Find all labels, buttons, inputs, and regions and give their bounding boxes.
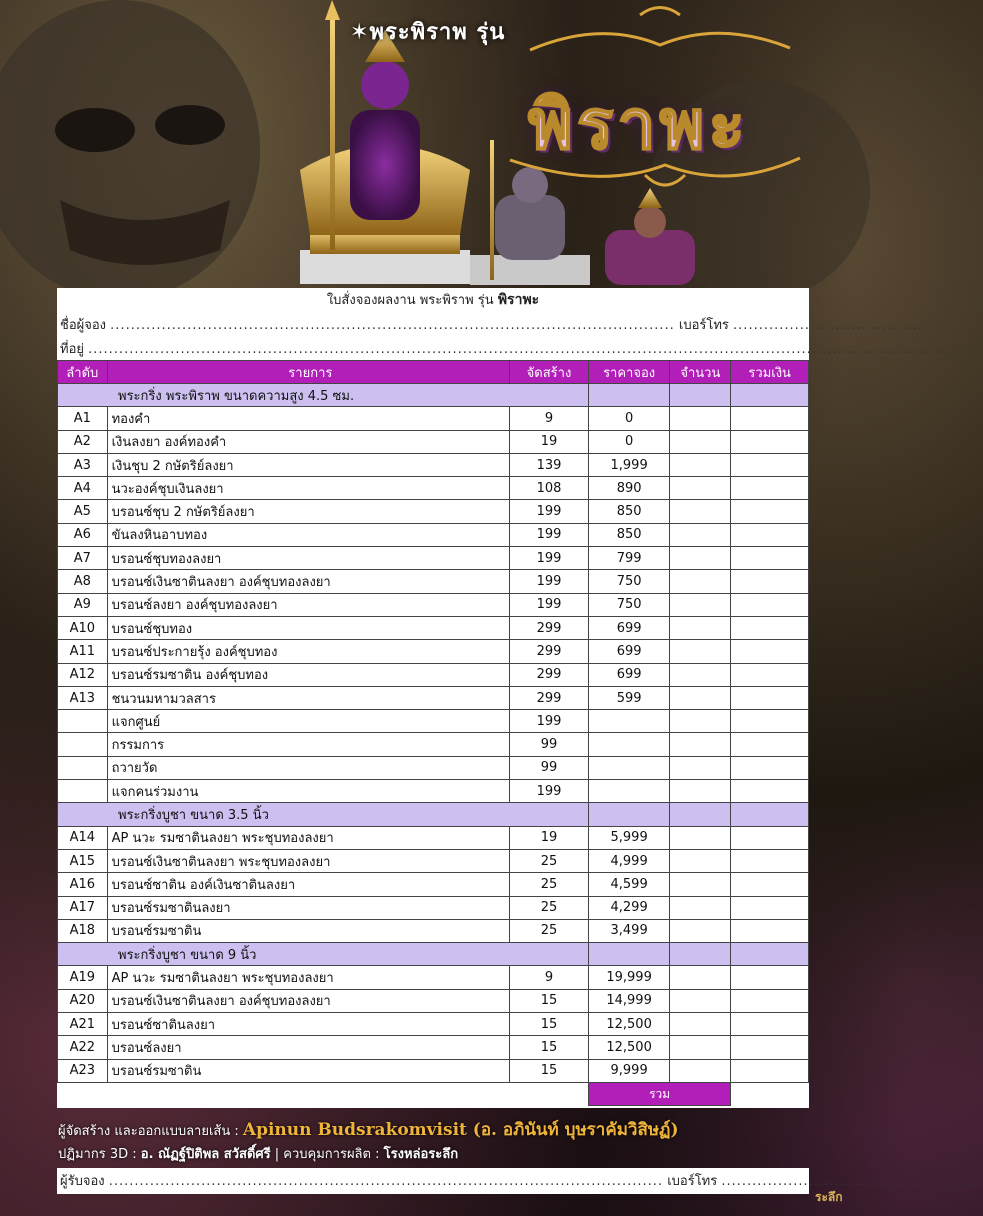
cell-item: กรรมการ <box>107 733 510 756</box>
cell-qty-input[interactable] <box>670 453 731 476</box>
section-row <box>58 384 809 407</box>
cell-qty-input[interactable] <box>670 1036 731 1059</box>
cell-item: บรอนซ์รมซาติน <box>107 919 510 942</box>
cell-qty-input[interactable] <box>670 849 731 872</box>
table-row <box>58 1059 809 1082</box>
cell-item: AP นวะ รมซาตินลงยา พระชุบทองลงยา <box>107 826 510 849</box>
cell-price: 0 <box>588 407 669 430</box>
table-row <box>58 849 809 872</box>
cell-item: บรอนซ์ลงยา <box>107 1036 510 1059</box>
cell-item: บรอนซ์ซาตินลงยา <box>107 1013 510 1036</box>
cell-code <box>58 780 108 803</box>
section-title: พระกริ่ง พระพิราพ ขนาดความสูง 4.5 ซม. <box>58 384 589 407</box>
cell-qty-input[interactable] <box>670 896 731 919</box>
cell-item: AP นวะ รมซาตินลงยา พระชุบทองลงยา <box>107 966 510 989</box>
cell-item: ทองคำ <box>107 407 510 430</box>
cell-total <box>731 966 809 989</box>
cell-item: บรอนซ์เงินซาตินลงยา องค์ชุบทองลงยา <box>107 570 510 593</box>
cell-price: 4,299 <box>588 896 669 919</box>
table-row <box>58 873 809 896</box>
table-header-row <box>58 361 809 384</box>
top-title: ✶พระพิราพ รุ่น <box>350 20 506 45</box>
section-blank-cell <box>731 384 809 407</box>
cell-price: 699 <box>588 663 669 686</box>
cell-total <box>731 593 809 616</box>
cell-code: A8 <box>58 570 108 593</box>
cell-made: 199 <box>510 523 589 546</box>
table-row <box>58 570 809 593</box>
cell-price: 4,599 <box>588 873 669 896</box>
cell-total <box>731 500 809 523</box>
cell-item: บรอนซ์ชุบ 2 กษัตริย์ลงยา <box>107 500 510 523</box>
cell-made: 299 <box>510 640 589 663</box>
cell-code: A5 <box>58 500 108 523</box>
cell-made: 9 <box>510 966 589 989</box>
cell-code: A12 <box>58 663 108 686</box>
cell-qty-input[interactable] <box>670 1013 731 1036</box>
cell-item: บรอนซ์ประกายรุ้ง องค์ชุบทอง <box>107 640 510 663</box>
cell-total <box>731 826 809 849</box>
cell-qty-input[interactable] <box>670 989 731 1012</box>
order-form <box>57 288 977 1108</box>
cell-total <box>731 896 809 919</box>
table-row <box>58 966 809 989</box>
cell-code <box>58 733 108 756</box>
cell-price: 14,999 <box>588 989 669 1012</box>
table-row <box>58 593 809 616</box>
section-blank-cell <box>670 943 731 966</box>
cell-item: ชนวนมหามวลสาร <box>107 686 510 709</box>
cell-qty-input[interactable] <box>670 919 731 942</box>
cell-total <box>731 756 809 779</box>
section-row <box>58 943 809 966</box>
cell-price: 599 <box>588 686 669 709</box>
cell-code: A4 <box>58 477 108 500</box>
cell-total <box>731 1013 809 1036</box>
section-blank-cell <box>588 384 669 407</box>
cell-price: 0 <box>588 430 669 453</box>
signature-logo: ระลึก <box>815 1190 843 1204</box>
cell-made: 199 <box>510 570 589 593</box>
cell-qty-input[interactable] <box>670 873 731 896</box>
cell-made: 299 <box>510 686 589 709</box>
cell-total <box>731 477 809 500</box>
cell-code: A13 <box>58 686 108 709</box>
cell-code <box>58 710 108 733</box>
cell-code: A7 <box>58 547 108 570</box>
cell-made: 25 <box>510 849 589 872</box>
col-header-price: ราคาจอง <box>588 361 669 384</box>
cell-price: 4,999 <box>588 849 669 872</box>
receiver-phone-label: เบอร์โทร <box>667 1174 718 1189</box>
cell-item: บรอนซ์รมซาติน องค์ชุบทอง <box>107 663 510 686</box>
cell-total <box>731 523 809 546</box>
cell-price <box>588 780 669 803</box>
main-title: พิราพะ <box>528 85 749 165</box>
cell-code: A9 <box>58 593 108 616</box>
table-row <box>58 523 809 546</box>
cell-total <box>731 640 809 663</box>
cell-total <box>731 453 809 476</box>
cell-total <box>731 663 809 686</box>
cell-made: 199 <box>510 780 589 803</box>
cell-item: ขันลงหินอาบทอง <box>107 523 510 546</box>
cell-item: แจกศูนย์ <box>107 710 510 733</box>
section-blank-cell <box>731 943 809 966</box>
cell-price: 750 <box>588 593 669 616</box>
cell-price: 12,500 <box>588 1013 669 1036</box>
cell-price: 12,500 <box>588 1036 669 1059</box>
table-row <box>58 453 809 476</box>
table-row <box>58 547 809 570</box>
cell-made: 99 <box>510 733 589 756</box>
table-row <box>58 826 809 849</box>
receiver-phone-field[interactable]: ................................................... <box>721 1174 983 1189</box>
section-blank-cell <box>731 803 809 826</box>
cell-made: 25 <box>510 873 589 896</box>
cell-total <box>731 733 809 756</box>
total-row <box>58 1082 809 1105</box>
cell-code <box>58 756 108 779</box>
cell-qty-input[interactable] <box>670 733 731 756</box>
table-row <box>58 756 809 779</box>
cell-made: 199 <box>510 500 589 523</box>
cell-total <box>731 430 809 453</box>
cell-code: A21 <box>58 1013 108 1036</box>
cell-total <box>731 989 809 1012</box>
cell-qty-input[interactable] <box>670 663 731 686</box>
address-label: ที่อยู่ <box>60 342 84 357</box>
cell-code: A3 <box>58 453 108 476</box>
cell-made: 9 <box>510 407 589 430</box>
order-table <box>57 360 809 1106</box>
cell-code: A11 <box>58 640 108 663</box>
section-row <box>58 803 809 826</box>
cell-price: 3,499 <box>588 919 669 942</box>
cell-qty-input[interactable] <box>670 547 731 570</box>
cell-item: เงินลงยา องค์ทองคำ <box>107 430 510 453</box>
cell-item: บรอนซ์รมซาติน <box>107 1059 510 1082</box>
cell-code: A18 <box>58 919 108 942</box>
cell-made: 199 <box>510 710 589 733</box>
address-line <box>60 338 976 359</box>
cell-made: 19 <box>510 826 589 849</box>
cell-made: 139 <box>510 453 589 476</box>
table-row <box>58 477 809 500</box>
cell-price: 799 <box>588 547 669 570</box>
cell-qty-input[interactable] <box>670 477 731 500</box>
cell-item: บรอนซ์เงินซาตินลงยา องค์ชุบทองลงยา <box>107 989 510 1012</box>
name-field[interactable]: .............................................................................................................. <box>110 318 675 333</box>
cell-qty-input[interactable] <box>670 523 731 546</box>
name-label: ชื่อผู้จอง <box>60 318 107 333</box>
cell-made: 15 <box>510 1036 589 1059</box>
table-row <box>58 640 809 663</box>
cell-price: 850 <box>588 500 669 523</box>
table-row <box>58 407 809 430</box>
cell-code: A6 <box>58 523 108 546</box>
cell-made: 199 <box>510 593 589 616</box>
cell-code: A14 <box>58 826 108 849</box>
cell-made: 108 <box>510 477 589 500</box>
cell-total <box>731 407 809 430</box>
section-title: พระกริ่งบูชา ขนาด 9 นิ้ว <box>58 943 589 966</box>
hero-banner <box>0 0 860 288</box>
cell-qty-input[interactable] <box>670 1059 731 1082</box>
cell-made: 25 <box>510 896 589 919</box>
cell-made: 15 <box>510 1013 589 1036</box>
phone-field[interactable]: ....................................... <box>733 318 934 333</box>
cell-price: 1,999 <box>588 453 669 476</box>
cell-price: 850 <box>588 523 669 546</box>
cell-code: A16 <box>58 873 108 896</box>
form-title: ใบสั่งจองผลงาน พระพิราพ รุ่น พิราพะ <box>326 292 540 308</box>
table-row <box>58 710 809 733</box>
section-blank-cell <box>588 803 669 826</box>
cell-price <box>588 733 669 756</box>
table-row <box>58 663 809 686</box>
cell-qty-input[interactable] <box>670 756 731 779</box>
cell-item: บรอนซ์เงินซาตินลงยา พระชุบทองลงยา <box>107 849 510 872</box>
table-row <box>58 896 809 919</box>
table-row <box>58 1036 809 1059</box>
cell-total <box>731 1036 809 1059</box>
cell-item: นวะองค์ชุบเงินลงยา <box>107 477 510 500</box>
cell-made: 99 <box>510 756 589 779</box>
table-row <box>58 919 809 942</box>
cell-total <box>731 570 809 593</box>
section-blank-cell <box>670 384 731 407</box>
cell-qty-input[interactable] <box>670 570 731 593</box>
cell-qty-input[interactable] <box>670 640 731 663</box>
credit-designer: ผู้จัดสร้าง และออกแบบลายเส้น : Apinun Budsrakomvisit (อ. อภินันท์ บุษราคัมวิสิษฏ์) <box>58 1120 679 1140</box>
table-row <box>58 430 809 453</box>
cell-total <box>731 547 809 570</box>
cell-item: เงินชุบ 2 กษัตริย์ลงยา <box>107 453 510 476</box>
cell-item: บรอนซ์ซาติน องค์เงินซาตินลงยา <box>107 873 510 896</box>
cell-made: 199 <box>510 547 589 570</box>
cell-price: 699 <box>588 616 669 639</box>
cell-qty-input[interactable] <box>670 966 731 989</box>
cell-price <box>588 710 669 733</box>
col-header-made: จัดสร้าง <box>510 361 589 384</box>
cell-item: บรอนซ์รมซาตินลงยา <box>107 896 510 919</box>
cell-price: 699 <box>588 640 669 663</box>
cell-total <box>731 780 809 803</box>
receiver-field[interactable]: ............................................................................................................ <box>108 1174 664 1189</box>
col-header-no: ลำดับ <box>58 361 108 384</box>
cell-made: 15 <box>510 989 589 1012</box>
cell-price <box>588 756 669 779</box>
cell-price: 750 <box>588 570 669 593</box>
table-row <box>58 686 809 709</box>
cell-total <box>731 1059 809 1082</box>
table-row <box>58 989 809 1012</box>
cell-code: A20 <box>58 989 108 1012</box>
table-row <box>58 780 809 803</box>
cell-code: A17 <box>58 896 108 919</box>
cell-code: A15 <box>58 849 108 872</box>
table-row <box>58 616 809 639</box>
name-line <box>60 314 933 335</box>
address-field[interactable]: ............................................................................................................................................................................. <box>88 342 977 357</box>
cell-total <box>731 873 809 896</box>
credit-sculptor: ปฏิมากร 3D : อ. ณัฏฐ์ปิติพล สวัสดิ์ศรี | ควบคุมการผลิต : โรงหล่อระลึก <box>58 1147 459 1162</box>
col-header-qty: จำนวน <box>670 361 731 384</box>
cell-price: 9,999 <box>588 1059 669 1082</box>
total-label: รวม <box>588 1082 730 1105</box>
cell-qty-input[interactable] <box>670 430 731 453</box>
table-row <box>58 500 809 523</box>
cell-item: บรอนซ์ชุบทองลงยา <box>107 547 510 570</box>
cell-qty-input[interactable] <box>670 407 731 430</box>
cell-qty-input[interactable] <box>670 616 731 639</box>
grand-total-cell <box>731 1082 809 1105</box>
col-header-item: รายการ <box>107 361 510 384</box>
cell-total <box>731 919 809 942</box>
cell-price: 19,999 <box>588 966 669 989</box>
cell-code: A1 <box>58 407 108 430</box>
cell-total <box>731 616 809 639</box>
cell-qty-input[interactable] <box>670 826 731 849</box>
cell-code: A22 <box>58 1036 108 1059</box>
cell-made: 15 <box>510 1059 589 1082</box>
cell-qty-input[interactable] <box>670 500 731 523</box>
cell-made: 299 <box>510 663 589 686</box>
cell-item: บรอนซ์ลงยา องค์ชุบทองลงยา <box>107 593 510 616</box>
phone-label: เบอร์โทร <box>678 318 729 333</box>
cell-qty-input[interactable] <box>670 593 731 616</box>
cell-qty-input[interactable] <box>670 780 731 803</box>
cell-price: 5,999 <box>588 826 669 849</box>
table-row <box>58 1013 809 1036</box>
receiver-line <box>57 1168 983 1194</box>
cell-total <box>731 710 809 733</box>
cell-qty-input[interactable] <box>670 686 731 709</box>
cell-code: A23 <box>58 1059 108 1082</box>
cell-code: A10 <box>58 616 108 639</box>
total-blank <box>58 1082 589 1105</box>
cell-total <box>731 686 809 709</box>
section-blank-cell <box>670 803 731 826</box>
section-title: พระกริ่งบูชา ขนาด 3.5 นิ้ว <box>58 803 589 826</box>
cell-made: 299 <box>510 616 589 639</box>
cell-item: ถวายวัด <box>107 756 510 779</box>
col-header-total: รวมเงิน <box>731 361 809 384</box>
cell-qty-input[interactable] <box>670 710 731 733</box>
cell-item: บรอนซ์ชุบทอง <box>107 616 510 639</box>
section-blank-cell <box>588 943 669 966</box>
cell-price: 890 <box>588 477 669 500</box>
cell-code: A19 <box>58 966 108 989</box>
table-row <box>58 733 809 756</box>
cell-total <box>731 849 809 872</box>
cell-code: A2 <box>58 430 108 453</box>
receiver-label: ผู้รับจอง <box>60 1174 105 1189</box>
cell-made: 25 <box>510 919 589 942</box>
cell-item: แจกคนร่วมงาน <box>107 780 510 803</box>
cell-made: 19 <box>510 430 589 453</box>
